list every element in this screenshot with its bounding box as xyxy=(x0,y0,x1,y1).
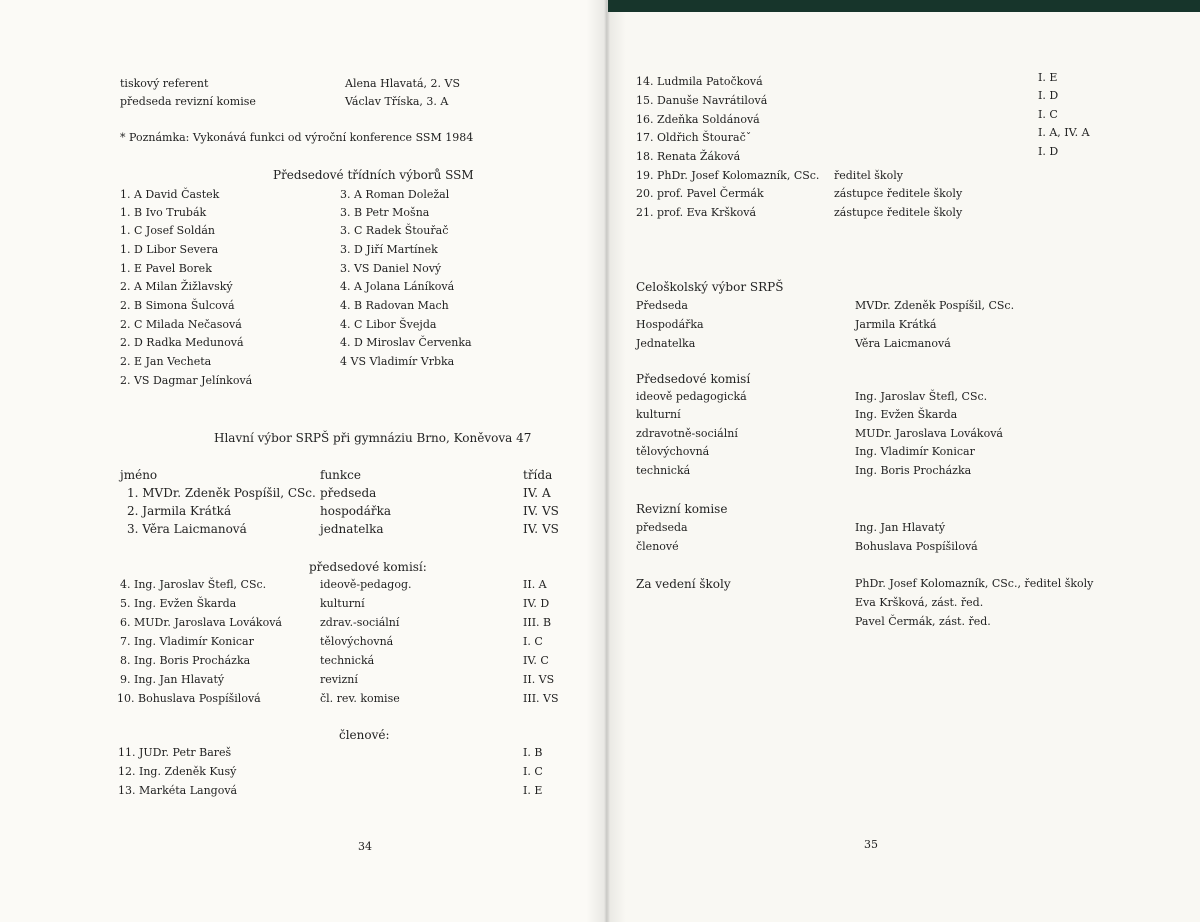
role-name: Alena Hlavatá, 2. VS xyxy=(345,77,460,90)
class-chair: 3. D Jiří Martínek xyxy=(340,243,438,256)
school-name: Jarmila Krátká xyxy=(855,318,937,331)
chair-class: III. VS xyxy=(523,692,559,705)
role-label: tiskový referent xyxy=(120,77,209,90)
member-name: 11. JUDr. Petr Bareš xyxy=(118,746,232,759)
class-chair: 4. C Libor Švejda xyxy=(340,318,437,331)
class-chair: 4. A Jolana Láníková xyxy=(340,280,455,293)
commission-name: Ing. Boris Procházka xyxy=(855,464,972,477)
class-chair: 1. E Pavel Borek xyxy=(120,262,212,275)
management-entry: Eva Kršková, zást. řed. xyxy=(855,596,984,609)
chair-function: zdrav.-sociální xyxy=(320,616,400,629)
member-name: 20. prof. Pavel Čermák xyxy=(636,187,764,200)
class-chair: 4 VS Vladimír Vrbka xyxy=(340,355,455,368)
member-name: 12. Ing. Zdeněk Kusý xyxy=(118,765,237,778)
member-name: 18. Renata Žáková xyxy=(636,150,741,163)
chair-class: I. C xyxy=(523,635,543,648)
management-entry: PhDr. Josef Kolomazník, CSc., ředitel školy xyxy=(855,577,1094,590)
section-heading-classes: Předsedové třídních výborů SSM xyxy=(273,168,474,182)
chair-name: 9. Ing. Jan Hlavatý xyxy=(120,673,225,686)
member-name: 13. Markéta Langová xyxy=(118,784,238,797)
school-role: Jednatelka xyxy=(636,337,696,350)
class-chair: 1. C Josef Soldán xyxy=(120,224,216,237)
member-name: 17. Oldřich Štouračˇ xyxy=(636,131,752,144)
school-name: Věra Laicmanová xyxy=(855,337,951,350)
book-cover-edge xyxy=(608,0,1200,12)
chair-name: 6. MUDr. Jaroslava Lováková xyxy=(120,616,282,629)
officer-function: hospodářka xyxy=(320,504,392,518)
chair-name: 4. Ing. Jaroslav Štefl, CSc. xyxy=(120,578,267,591)
audit-role: členové xyxy=(636,540,679,553)
member-class: I. D xyxy=(1038,145,1059,158)
audit-name: Bohuslava Pospíšilová xyxy=(855,540,978,553)
subheading-members: členové: xyxy=(339,728,390,742)
member-note: zástupce ředitele školy xyxy=(834,187,963,200)
commission-role: tělovýchovná xyxy=(636,445,710,458)
class-chair: 1. A David Častek xyxy=(120,188,220,201)
role-name: Václav Tříska, 3. A xyxy=(345,95,449,108)
commission-name: Ing. Jaroslav Štefl, CSc. xyxy=(855,390,988,403)
member-name: 15. Danuše Navrátilová xyxy=(636,94,768,107)
management-entry: Pavel Čermák, zást. řed. xyxy=(855,615,991,628)
member-class: I. B xyxy=(523,746,543,759)
page-number-left: 34 xyxy=(358,840,372,853)
chair-class: IV. D xyxy=(523,597,550,610)
class-chair: 2. D Radka Medunová xyxy=(120,336,244,349)
member-class: I. A, IV. A xyxy=(1038,126,1090,139)
role-label: předseda revizní komise xyxy=(120,95,256,108)
class-chair: 2. C Milada Nečasová xyxy=(120,318,242,331)
officer-name: 3. Věra Laicmanová xyxy=(127,522,247,536)
member-name: 16. Zdeňka Soldánová xyxy=(636,113,760,126)
class-chair: 3. C Radek Štouřač xyxy=(340,224,449,237)
section-heading-audit: Revizní komise xyxy=(636,502,728,516)
class-chair: 3. A Roman Doležal xyxy=(340,188,450,201)
member-name: 19. PhDr. Josef Kolomazník, CSc. xyxy=(636,169,820,182)
col-header-name: jméno xyxy=(120,468,158,482)
officer-function: jednatelka xyxy=(320,522,384,536)
chair-class: IV. C xyxy=(523,654,549,667)
officer-class: IV. A xyxy=(523,486,551,500)
chair-class: III. B xyxy=(523,616,552,629)
section-heading-commissions: Předsedové komisí xyxy=(636,372,751,386)
class-chair: 1. B Ivo Trubák xyxy=(120,206,207,219)
class-chair: 4. B Radovan Mach xyxy=(340,299,449,312)
officer-name: 1. MVDr. Zdeněk Pospíšil, CSc. xyxy=(127,486,316,500)
book-gutter xyxy=(586,0,626,922)
school-role: Předseda xyxy=(636,299,688,312)
member-name: 14. Ludmila Patočková xyxy=(636,75,763,88)
officer-class: IV. VS xyxy=(523,522,559,536)
member-name: 21. prof. Eva Kršková xyxy=(636,206,757,219)
subheading-chairs: předsedové komisí: xyxy=(309,560,427,574)
chair-name: 8. Ing. Boris Procházka xyxy=(120,654,251,667)
class-chair: 2. VS Dagmar Jelínková xyxy=(120,374,253,387)
audit-name: Ing. Jan Hlavatý xyxy=(855,521,946,534)
chair-function: technická xyxy=(320,654,375,667)
chair-name: 7. Ing. Vladimír Konicar xyxy=(120,635,254,648)
chair-function: ideově-pedagog. xyxy=(320,578,412,591)
page-number-right: 35 xyxy=(864,838,878,851)
audit-role: předseda xyxy=(636,521,688,534)
class-chair: 2. A Milan Žižlavský xyxy=(120,280,233,293)
officer-function: předseda xyxy=(320,486,377,500)
commission-role: kulturní xyxy=(636,408,681,421)
member-class: I. C xyxy=(523,765,543,778)
chair-function: čl. rev. komise xyxy=(320,692,400,705)
commission-name: Ing. Vladimír Konicar xyxy=(855,445,975,458)
member-class: I. E xyxy=(1038,71,1058,84)
section-heading-school: Celoškolský výbor SRPŠ xyxy=(636,280,784,294)
class-chair: 3. B Petr Mošna xyxy=(340,206,430,219)
footnote: * Poznámka: Vykonává funkci od výroční konference SSM 1984 xyxy=(120,131,474,144)
commission-role: zdravotně-sociální xyxy=(636,427,738,440)
officer-name: 2. Jarmila Krátká xyxy=(127,504,232,518)
commission-name: MUDr. Jaroslava Lováková xyxy=(855,427,1003,440)
section-heading-committee: Hlavní výbor SRPŠ při gymnáziu Brno, Koněvova 47 xyxy=(214,431,532,445)
chair-name: 10. Bohuslava Pospíšilová xyxy=(117,692,261,705)
chair-class: II. VS xyxy=(523,673,555,686)
chair-function: revizní xyxy=(320,673,358,686)
chair-function: kulturní xyxy=(320,597,365,610)
class-chair: 2. E Jan Vecheta xyxy=(120,355,212,368)
commission-name: Ing. Evžen Škarda xyxy=(855,408,958,421)
member-class: I. D xyxy=(1038,89,1059,102)
school-name: MVDr. Zdeněk Pospíšil, CSc. xyxy=(855,299,1015,312)
chair-function: tělovýchovná xyxy=(320,635,394,648)
class-chair: 1. D Libor Severa xyxy=(120,243,219,256)
class-chair: 4. D Miroslav Červenka xyxy=(340,336,472,349)
chair-class: II. A xyxy=(523,578,547,591)
member-class: I. C xyxy=(1038,108,1058,121)
class-chair: 3. VS Daniel Nový xyxy=(340,262,442,275)
member-class: I. E xyxy=(523,784,543,797)
commission-role: ideově pedagogická xyxy=(636,390,747,403)
col-header-function: funkce xyxy=(320,468,361,482)
chair-name: 5. Ing. Evžen Škarda xyxy=(120,597,237,610)
officer-class: IV. VS xyxy=(523,504,559,518)
class-chair: 2. B Simona Šulcová xyxy=(120,299,235,312)
school-role: Hospodářka xyxy=(636,318,704,331)
commission-role: technická xyxy=(636,464,691,477)
member-note: ředitel školy xyxy=(834,169,903,182)
member-note: zástupce ředitele školy xyxy=(834,206,963,219)
col-header-class: třída xyxy=(523,468,553,482)
section-heading-management: Za vedení školy xyxy=(636,577,731,591)
